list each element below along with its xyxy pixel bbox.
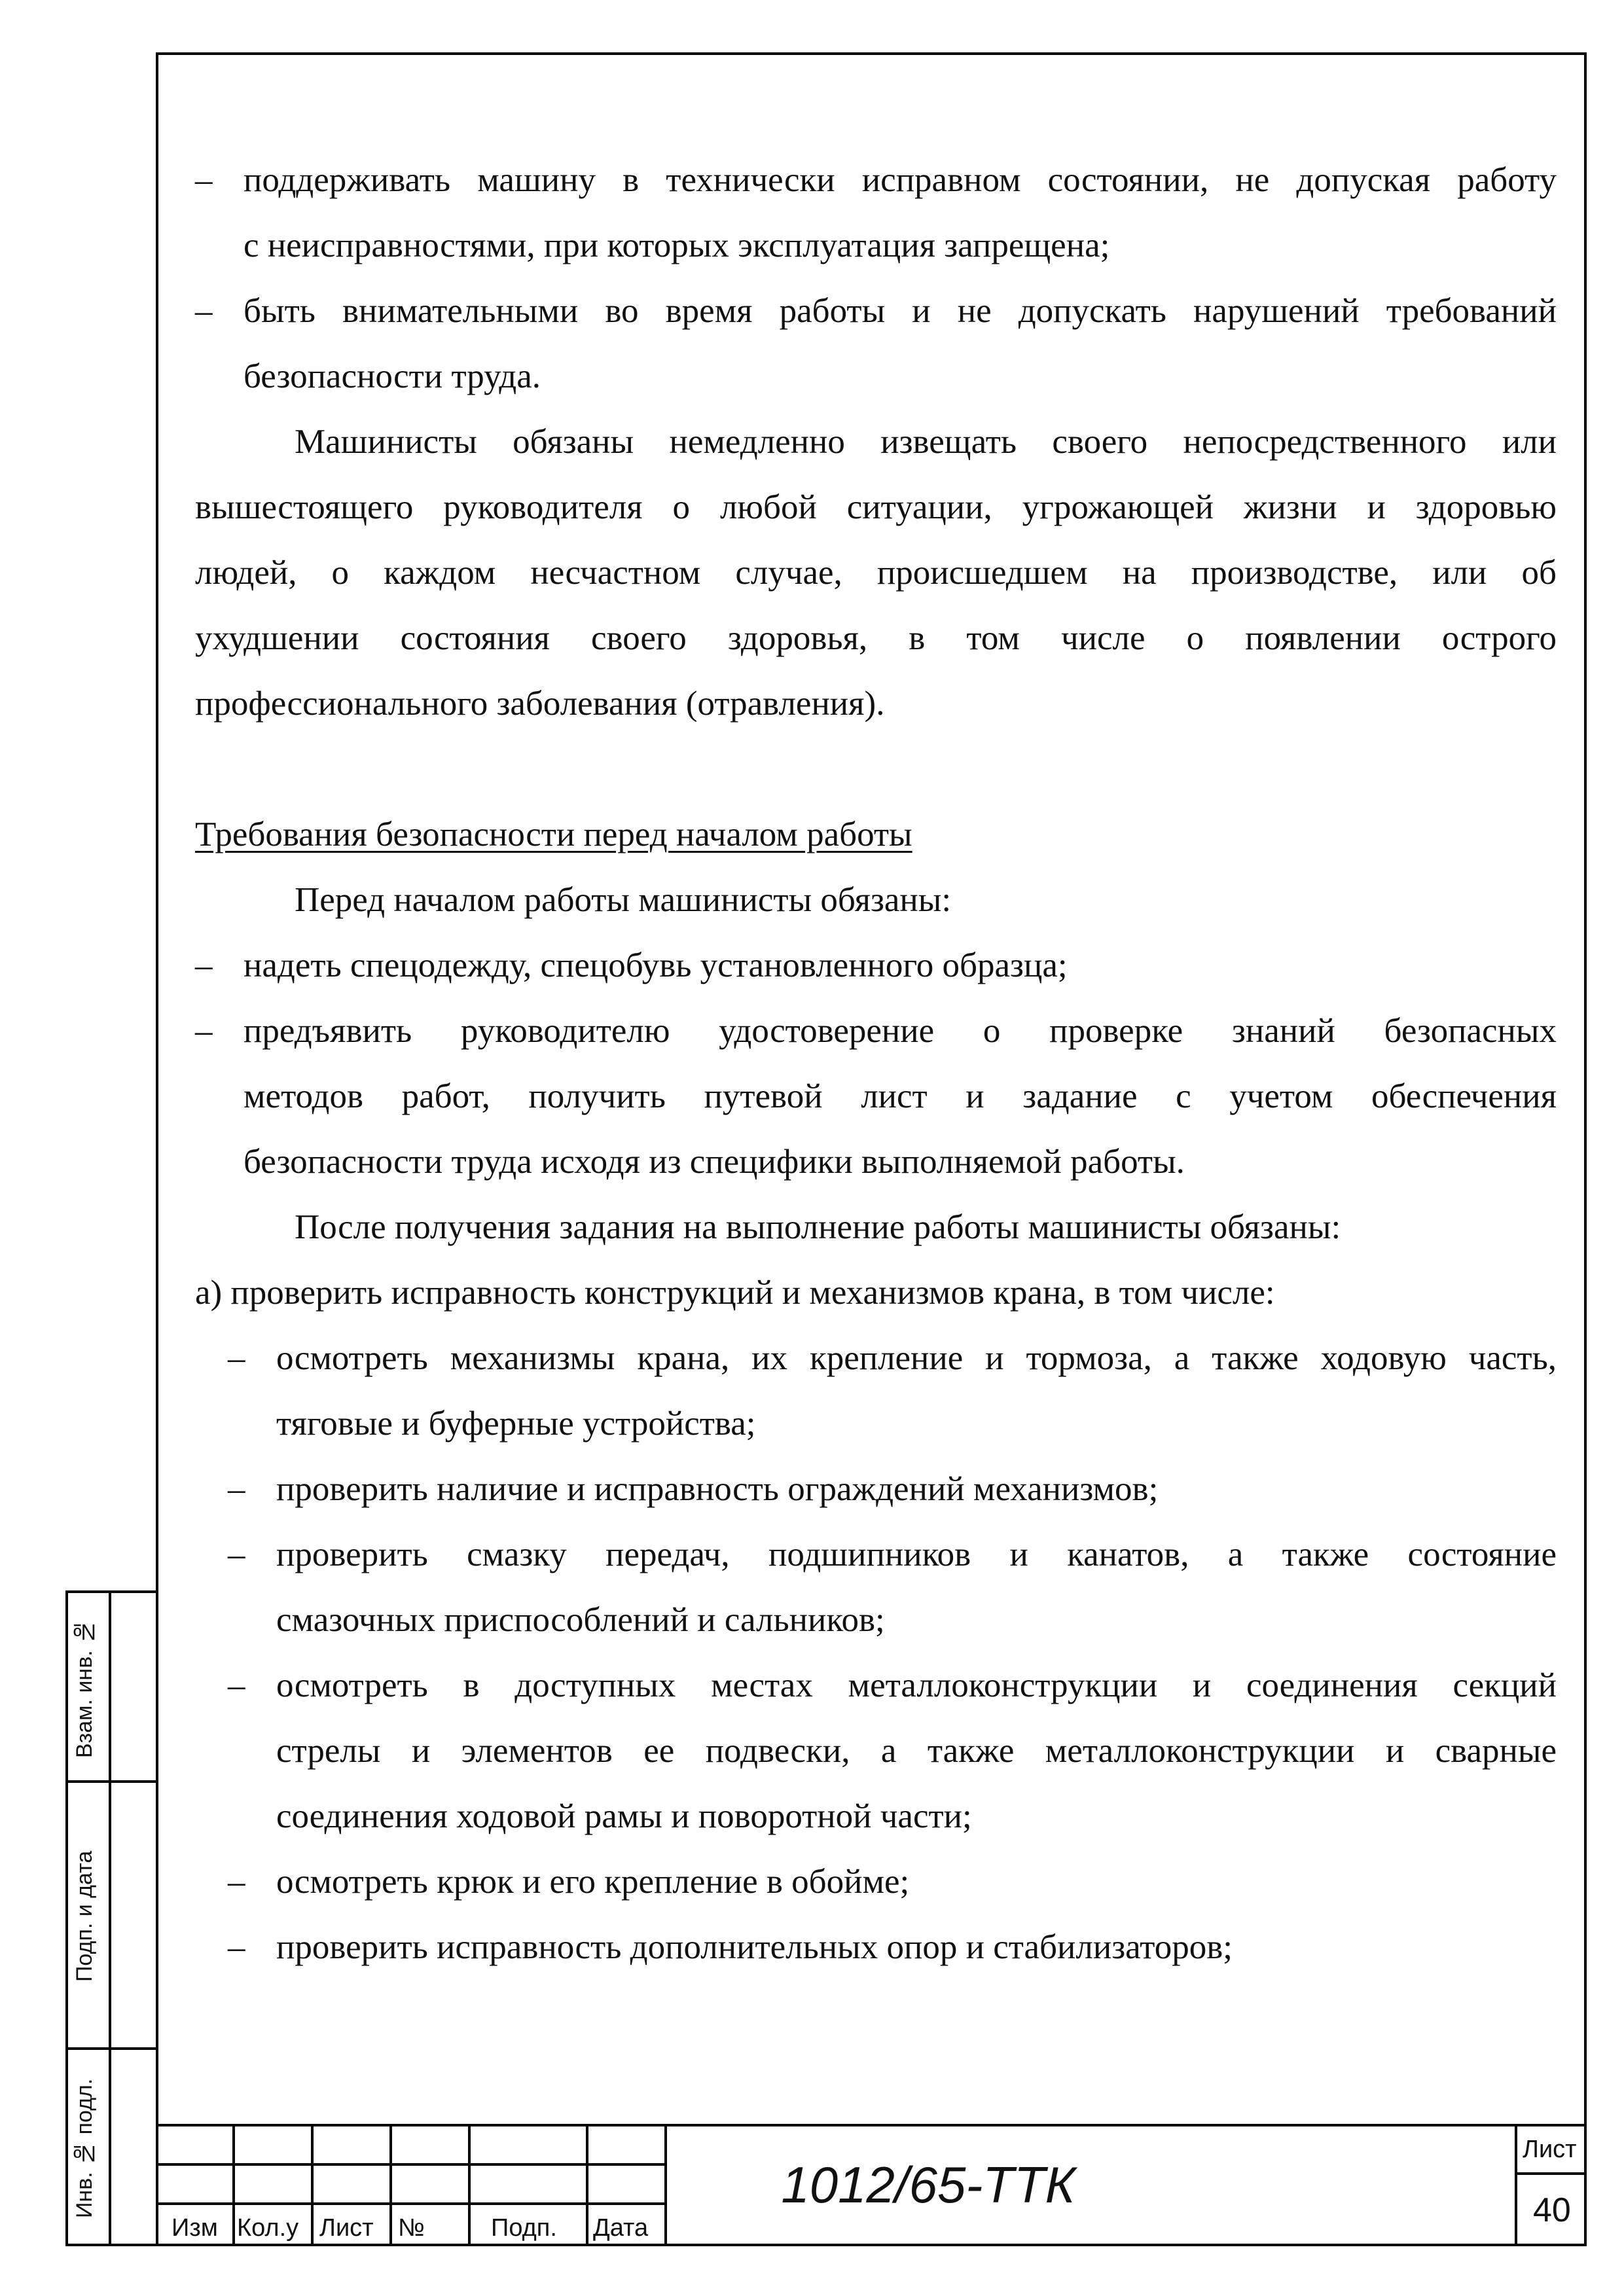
section-heading (195, 802, 1557, 867)
dash-marker: – (228, 1928, 245, 1966)
dash-marker: – (195, 161, 213, 199)
dash-marker: – (195, 946, 213, 984)
dash-marker: – (228, 1470, 245, 1508)
text-line: осмотреть в доступных местах металлоконструкции и соединения секций (276, 1666, 1557, 1704)
dash-marker: – (228, 1339, 245, 1377)
document-number: 1012/65-ТТК (781, 2156, 1075, 2214)
paragraph-first-line (195, 409, 1557, 475)
text-line: осмотреть крюк и его крепление в обойме; (276, 1863, 910, 1901)
paragraph-first-line (195, 1194, 1557, 1260)
col-podp: Подп. (491, 2214, 557, 2242)
side-stamp (65, 1590, 156, 2246)
side-stamp-inv (65, 2047, 156, 2246)
text-line-cont (195, 213, 1557, 278)
dash-marker: – (228, 1535, 245, 1573)
text-line: проверить исправность дополнительных опор и стабилизаторов; (276, 1928, 1233, 1966)
text-line: смазочных приспособлений и сальников; (276, 1601, 885, 1639)
text-line-cont (195, 1064, 1557, 1129)
inv-label: Инв. № подл. (72, 2078, 97, 2218)
paragraph-line (195, 671, 1557, 736)
bullet-item (195, 1325, 1557, 1391)
text-line: людей, о каждом несчастном случае, происшедшем на производстве, или об (195, 554, 1557, 592)
col-data: Дата (593, 2214, 649, 2242)
text-line: ухудшении состояния своего здоровья, в том числе о появлении острого (195, 619, 1557, 657)
side-stamp-podp (65, 1780, 156, 2050)
paragraph-line (195, 605, 1557, 671)
text-line-cont (195, 344, 1557, 409)
text-line: безопасности труда. (244, 357, 541, 395)
bullet-item (195, 278, 1557, 344)
text-line: быть внимательными во время работы и не допускать нарушений требований (244, 292, 1557, 330)
text-line-cont (195, 1784, 1557, 1849)
text-line-cont (195, 1718, 1557, 1784)
bullet-item (195, 1456, 1557, 1522)
bullet-item (195, 1653, 1557, 1718)
text-line: осмотреть механизмы крана, их крепление и тормоза, а также ходовую часть, (276, 1339, 1557, 1377)
text-line: соединения ходовой рамы и поворотной части; (276, 1797, 972, 1835)
paragraph-first-line (195, 867, 1557, 933)
bullet-item (195, 1522, 1557, 1587)
paragraph-line (195, 540, 1557, 605)
sheet-number: 40 (1533, 2191, 1571, 2229)
col-izm: Изм (171, 2214, 218, 2242)
text-line: После получения задания на выполнение работы машинисты обязаны: (295, 1208, 1341, 1246)
spacer (195, 736, 1557, 802)
side-stamp-vzam (65, 1590, 156, 1783)
dash-marker: – (228, 1863, 245, 1901)
sheet-label: Лист (1523, 2136, 1577, 2163)
paragraph-line (195, 475, 1557, 540)
bullet-item (195, 147, 1557, 213)
text-line: Перед началом работы машинисты обязаны: (295, 881, 952, 919)
bullet-item (195, 1849, 1557, 1914)
text-line: проверить смазку передач, подшипников и канатов, а также состояние (276, 1535, 1557, 1573)
dash-marker: – (195, 292, 213, 330)
text-line: с неисправностями, при которых эксплуатация запрещена; (244, 226, 1110, 264)
document-body (195, 147, 1557, 1980)
text-line: предъявить руководителю удостоверение о проверке знаний безопасных (244, 1012, 1557, 1050)
podp-label: Подп. и дата (72, 1850, 97, 1982)
col-kolu: Кол.у (237, 2214, 299, 2242)
col-list: Лист (319, 2214, 374, 2242)
text-line: поддерживать машину в технически исправном состоянии, не допуская работу (244, 161, 1557, 199)
text-line: методов работ, получить путевой лист и задание с учетом обеспечения (244, 1077, 1557, 1115)
bullet-item (195, 998, 1557, 1064)
text-line: Машинисты обязаны немедленно извещать своего непосредственного или (295, 423, 1557, 461)
bullet-item (195, 1914, 1557, 1980)
section-heading-text: Требования безопасности перед началом работы (195, 816, 912, 853)
text-line: надеть спецодежду, спецобувь установленного образца; (244, 946, 1068, 984)
bullet-item (195, 933, 1557, 998)
text-line: проверить наличие и исправность ограждений механизмов; (276, 1470, 1159, 1508)
text-line: безопасности труда исходя из специфики выполняемой работы. (244, 1143, 1185, 1181)
text-line: тяговые и буферные устройства; (276, 1405, 756, 1443)
text-line: стрелы и элементов ее подвески, а также металлоконструкции и сварные (276, 1732, 1557, 1770)
list-heading (195, 1260, 1557, 1325)
title-block (156, 2124, 1587, 2246)
text-line: профессионального заболевания (отравления). (195, 685, 885, 723)
text-line: вышестоящего руководителя о любой ситуации, угрожающей жизни и здоровью (195, 488, 1557, 526)
col-num: № (398, 2214, 425, 2242)
text-line-cont (195, 1391, 1557, 1456)
dash-marker: – (195, 1012, 213, 1050)
text-line-cont (195, 1129, 1557, 1194)
dash-marker: – (228, 1666, 245, 1704)
text-line-cont (195, 1587, 1557, 1653)
text-line: а) проверить исправность конструкций и механизмов крана, в том числе: (195, 1274, 1275, 1312)
vzam-label: Взам. инв. № (72, 1619, 97, 1759)
